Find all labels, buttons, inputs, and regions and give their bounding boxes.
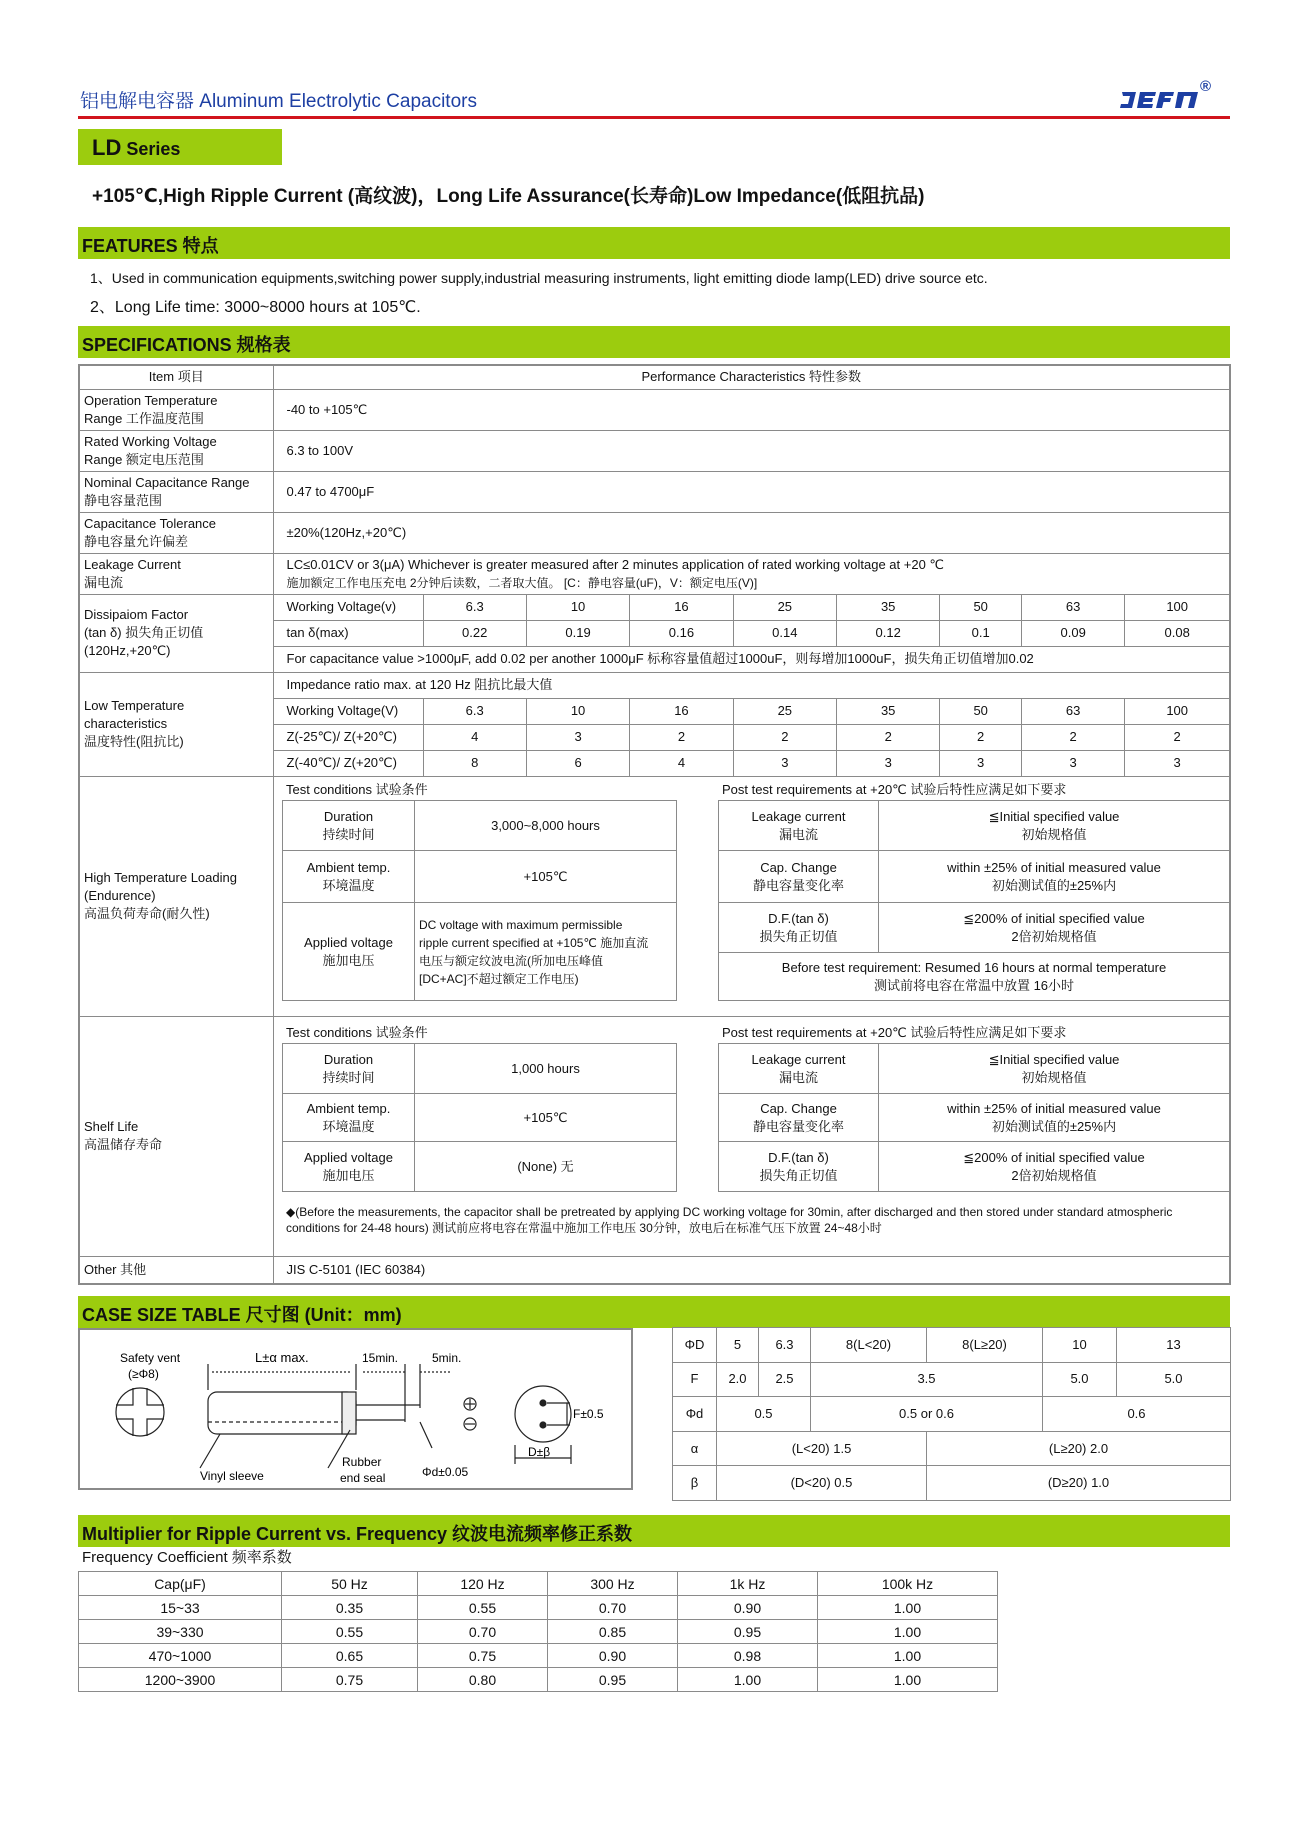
series-name: LD (92, 135, 122, 160)
other-value: JIS C-5101 (IEC 60384) (273, 1256, 1230, 1284)
leakage-line-2: 施加额定工作电压充电 2分钟后读数，二者取大值。 [C：静电容量(uF)，V：额定电压(V)] (286, 575, 758, 590)
post-key: Cap. Change 静电容量变化率 (719, 1094, 879, 1142)
z25-value: 4 (423, 724, 526, 750)
ripple-row (79, 1644, 998, 1668)
ripple-value: 0.65 (282, 1644, 418, 1668)
spec-item (79, 1016, 273, 1256)
ripple-value: 1.00 (678, 1668, 818, 1692)
ripple-value: 0.98 (678, 1644, 818, 1668)
case-size-table (672, 1327, 1231, 1501)
phid-row (673, 1397, 1231, 1432)
spec-item-cn: 温度特性(阻抗比) (84, 734, 184, 749)
spec-item-en: Capacitance Tolerance (84, 515, 217, 531)
before-test-note: Before test requirement: Resumed 16 hours at normal temperature 测试前将电容在常温中放置 16小时 (719, 953, 1230, 1001)
safety-vent-note: (≥Φ8) (128, 1367, 159, 1381)
spec-value: ±20%(120Hz,+20℃) (273, 512, 1230, 553)
spec-item (79, 776, 273, 1016)
spec-item-en: Rated Working Voltage (84, 433, 217, 449)
spec-item-en2: (Endurence) (84, 888, 156, 903)
post-value: ≦Initial specified value 初始规格值 (879, 801, 1230, 851)
ripple-value: 1.00 (818, 1668, 998, 1692)
lowtemp-note: Impedance ratio max. at 120 Hz 阻抗比最大值 (273, 672, 1230, 698)
shelf-cond-title: Test conditions 试验条件 (286, 1025, 428, 1040)
ripple-value: 0.85 (548, 1620, 678, 1644)
other-row (79, 1256, 1230, 1284)
ripple-value: 0.55 (418, 1596, 548, 1620)
ripple-row (79, 1668, 998, 1692)
series-banner (78, 129, 282, 165)
z40-value: 3 (733, 750, 836, 776)
lowtemp-voltage: 50 (940, 698, 1022, 724)
post-value: ≦200% of initial specified value 2倍初始规格值 (879, 903, 1230, 953)
min5-label: 5min. (432, 1351, 462, 1365)
capacitor-dimension-diagram (80, 1330, 631, 1488)
ripple-cap: 1200~3900 (79, 1668, 282, 1692)
beta-value: (D<20) 0.5 (717, 1466, 927, 1501)
spec-row (79, 471, 1230, 512)
cond-value: DC voltage with maximum permissible ripple current specified at +105℃ 施加直流 电压与额定纹波电流(所加电压峰值 [DC+AC]不超过额定工作电压) (415, 903, 677, 1001)
F-value: 3.5 (811, 1362, 1043, 1397)
F-row (673, 1362, 1231, 1397)
spec-item-cn: 高温负荷寿命(耐久性) (84, 906, 210, 921)
ripple-header: 120 Hz (418, 1572, 548, 1596)
F-value: 2.5 (759, 1362, 811, 1397)
cond-value: 1,000 hours (415, 1044, 677, 1094)
z25-value: 2 (1125, 724, 1230, 750)
F-value: 5.0 (1043, 1362, 1117, 1397)
note-line: conditions for 24-48 hours) 测试前应将电容在常温中施加工作电压 30分钟，放电后在标准气压下放置 24~48小时 (286, 1221, 882, 1235)
pitch-label: F±0.5 (573, 1407, 604, 1421)
registered-mark: ® (1200, 78, 1212, 95)
ripple-header: Cap(μF) (79, 1572, 282, 1596)
endurance-conditions-table (282, 800, 677, 1001)
z25-value: 2 (1021, 724, 1124, 750)
ripple-value: 0.75 (418, 1644, 548, 1668)
note-line: ◆(Before the measurements, the capacitor shall be pretreated by applying DC working voltage for 30min, after discharged and then stored under standard atmospheric (286, 1205, 1173, 1219)
ripple-value: 0.90 (548, 1644, 678, 1668)
case-size-heading: CASE SIZE TABLE 尺寸图 (Unit：mm) (78, 1296, 1230, 1328)
beta-row (673, 1466, 1231, 1501)
spec-item-en: Nominal Capacitance Range (84, 474, 250, 490)
lowtemp-voltage: 100 (1125, 698, 1230, 724)
F-value: 2.0 (717, 1362, 759, 1397)
ripple-value: 0.55 (282, 1620, 418, 1644)
df-tan-label: tan δ(max) (273, 620, 423, 646)
post-key: D.F.(tan δ) 损失角正切值 (719, 903, 879, 953)
feature-item-2: 2、Long Life time: 3000~8000 hours at 105℃. (90, 299, 421, 316)
feature-item-1: 1、Used in communication equipments,switching power supply,industrial measuring instruments, light emitting diode lamp(LED) drive source etc. (90, 270, 988, 286)
spec-item-cn: 漏电流 (84, 574, 124, 590)
spec-item-en: Dissipaiom Factor (84, 607, 189, 622)
df-tan: 0.14 (733, 620, 836, 646)
specifications-heading: SPECIFICATIONS 规格表 (78, 326, 1230, 358)
spec-item-en: Leakage Current (84, 556, 181, 572)
phid-value: 0.5 (717, 1397, 811, 1432)
frequency-coefficient-label: Frequency Coefficient 频率系数 (82, 1549, 292, 1566)
ripple-cap: 39~330 (79, 1620, 282, 1644)
alpha-value: (L≥20) 2.0 (927, 1431, 1231, 1466)
spec-item-en: Operation Temperature (84, 392, 218, 408)
beta-value: (D≥20) 1.0 (927, 1466, 1231, 1501)
ripple-multiplier-table (78, 1571, 998, 1692)
ripple-header: 50 Hz (282, 1572, 418, 1596)
ripple-header-row (79, 1572, 998, 1596)
post-key: Leakage current 漏电流 (719, 1044, 879, 1094)
df-tan: 0.19 (526, 620, 629, 646)
df-tan: 0.1 (940, 620, 1022, 646)
spec-row-leakage (79, 553, 1230, 594)
lead-diameter-label: Φd±0.05 (422, 1465, 469, 1479)
alpha-value: (L<20) 1.5 (717, 1431, 927, 1466)
length-label: L±α max. (255, 1350, 309, 1365)
cond-key: Applied voltage 施加电压 (283, 1142, 415, 1192)
pretreatment-note (286, 1205, 1226, 1236)
spec-item-cond: (120Hz,+20℃) (84, 643, 171, 658)
endurance-requirements-table (718, 800, 1230, 1001)
cond-key: Ambient temp. 环境温度 (283, 851, 415, 903)
ripple-value: 0.90 (678, 1596, 818, 1620)
cond-key: Ambient temp. 环境温度 (283, 1094, 415, 1142)
z40-value: 4 (630, 750, 733, 776)
spec-item-header: Item 项目 (79, 365, 273, 389)
post-value: within ±25% of initial measured value 初始测试值的±25%内 (879, 1094, 1230, 1142)
z25-value: 2 (733, 724, 836, 750)
lowtemp-voltage-label: Working Voltage(V) (273, 698, 423, 724)
spec-performance-header: Performance Characteristics 特性参数 (273, 365, 1230, 389)
F-label: F (673, 1362, 717, 1397)
cond-value: +105℃ (415, 1094, 677, 1142)
cond-value: +105℃ (415, 851, 677, 903)
post-value: ≦200% of initial specified value 2倍初始规格值 (879, 1142, 1230, 1192)
phiD-value: 6.3 (759, 1328, 811, 1363)
lowtemp-voltage: 63 (1021, 698, 1124, 724)
lowtemp-voltage: 35 (837, 698, 940, 724)
df-voltage: 6.3 (423, 594, 526, 620)
ripple-cap: 15~33 (79, 1596, 282, 1620)
df-tan: 0.16 (630, 620, 733, 646)
z25-label: Z(-25℃)/ Z(+20℃) (273, 724, 423, 750)
spec-row (79, 512, 1230, 553)
df-voltage-row (79, 594, 1230, 620)
spec-item-cn: 静电容量允许偏差 (84, 533, 189, 549)
phiD-value: 10 (1043, 1328, 1117, 1363)
df-voltage: 50 (940, 594, 1022, 620)
leakage-value (273, 553, 1230, 594)
ripple-value: 0.80 (418, 1668, 548, 1692)
ripple-header: 100k Hz (818, 1572, 998, 1596)
post-value: ≦Initial specified value 初始规格值 (879, 1044, 1230, 1094)
z40-value: 3 (1125, 750, 1230, 776)
header-divider (78, 116, 1230, 119)
spec-row (79, 389, 1230, 430)
df-tan: 0.08 (1125, 620, 1230, 646)
rubber-label: Rubber (342, 1455, 382, 1469)
phid-label: Φd (673, 1397, 717, 1432)
z40-value: 6 (526, 750, 629, 776)
spec-item (79, 594, 273, 672)
phiD-value: 13 (1117, 1328, 1231, 1363)
spec-item (79, 471, 273, 512)
ripple-header: 1k Hz (678, 1572, 818, 1596)
spec-item-cn: Range 额定电压范围 (84, 451, 204, 467)
alpha-row (673, 1431, 1231, 1466)
end-seal-label: end seal (340, 1471, 386, 1485)
ripple-value: 0.95 (548, 1668, 678, 1692)
lowtemp-voltage: 10 (526, 698, 629, 724)
spec-item (79, 430, 273, 471)
phid-value: 0.5 or 0.6 (811, 1397, 1043, 1432)
phiD-row (673, 1328, 1231, 1363)
diameter-label: D±β (528, 1445, 551, 1459)
post-key: D.F.(tan δ) 损失角正切值 (719, 1142, 879, 1192)
cond-value: (None) 无 (415, 1142, 677, 1192)
df-voltage: 35 (837, 594, 940, 620)
ripple-value: 1.00 (818, 1644, 998, 1668)
beta-label: β (673, 1466, 717, 1501)
shelf-post-title: Post test requirements at +20℃ 试验后特性应满足如下要求 (722, 1025, 1067, 1040)
ripple-header: 300 Hz (548, 1572, 678, 1596)
endurance-post-title: Post test requirements at +20℃ 试验后特性应满足如下要求 (722, 782, 1067, 797)
F-value: 5.0 (1117, 1362, 1231, 1397)
spec-item-cn: (tan δ) 损失角正切值 (84, 625, 204, 640)
spec-item-en: Low Temperature (84, 698, 185, 713)
df-voltage: 10 (526, 594, 629, 620)
lowtemp-voltage: 25 (733, 698, 836, 724)
post-value: within ±25% of initial measured value 初始测试值的±25%内 (879, 851, 1230, 903)
df-tan: 0.22 (423, 620, 526, 646)
post-key: Leakage current 漏电流 (719, 801, 879, 851)
safety-vent-label: Safety vent (120, 1351, 181, 1365)
ripple-row (79, 1596, 998, 1620)
lowtemp-note-row (79, 672, 1230, 698)
cond-key: Applied voltage 施加电压 (283, 903, 415, 1001)
ripple-row (79, 1620, 998, 1644)
ripple-value: 0.70 (548, 1596, 678, 1620)
z40-label: Z(-40℃)/ Z(+20℃) (273, 750, 423, 776)
lowtemp-voltage: 16 (630, 698, 733, 724)
shelf-conditions-table (282, 1043, 677, 1192)
spec-item-cn: 静电容量范围 (84, 492, 163, 508)
document-header-title: 铝电解电容器 Aluminum Electrolytic Capacitors (80, 91, 477, 112)
df-voltage: 16 (630, 594, 733, 620)
ripple-value: 0.95 (678, 1620, 818, 1644)
lowtemp-voltage: 6.3 (423, 698, 526, 724)
ripple-value: 0.75 (282, 1668, 418, 1692)
spec-item-en2: characteristics (84, 716, 168, 731)
z25-value: 2 (940, 724, 1022, 750)
spec-row (79, 430, 1230, 471)
phiD-value: 5 (717, 1328, 759, 1363)
spec-item-en: High Temperature Loading (84, 870, 237, 885)
cond-key: Duration 持续时间 (283, 801, 415, 851)
post-key: Cap. Change 静电容量变化率 (719, 851, 879, 903)
alpha-label: α (673, 1431, 717, 1466)
phiD-value: 8(L<20) (811, 1328, 927, 1363)
ripple-value: 0.35 (282, 1596, 418, 1620)
spec-item-cn: Range 工作温度范围 (84, 410, 204, 426)
other-label: Other 其他 (79, 1256, 273, 1284)
ripple-cap: 470~1000 (79, 1644, 282, 1668)
spec-value: 6.3 to 100V (273, 430, 1230, 471)
df-tan: 0.09 (1021, 620, 1124, 646)
shelf-requirements-table (718, 1043, 1230, 1192)
spec-item (79, 672, 273, 776)
cond-key: Duration 持续时间 (283, 1044, 415, 1094)
ripple-value: 1.00 (818, 1620, 998, 1644)
ripple-value: 0.70 (418, 1620, 548, 1644)
z40-value: 3 (940, 750, 1022, 776)
z25-value: 2 (630, 724, 733, 750)
spec-item-cn: 高温储存寿命 (84, 1137, 163, 1152)
vinyl-sleeve-label: Vinyl sleeve (200, 1469, 264, 1483)
df-voltage-label: Working Voltage(v) (273, 594, 423, 620)
spec-value: -40 to +105℃ (273, 389, 1230, 430)
phid-value: 0.6 (1043, 1397, 1231, 1432)
leakage-line-1: LC≤0.01CV or 3(μA) Whichever is greater measured after 2 minutes application of rated working voltage at +20 ℃ (286, 556, 945, 572)
features-heading: FEATURES 特点 (78, 227, 1230, 259)
series-subtitle: +105℃,High Ripple Current (高纹波)，Long Life Assurance(长寿命)Low Impedance(低阻抗品) (92, 186, 925, 207)
z25-value: 3 (526, 724, 629, 750)
jefan-logo (1118, 88, 1200, 114)
phiD-label: ΦD (673, 1328, 717, 1363)
min15-label: 15min. (362, 1351, 399, 1365)
cond-value: 3,000~8,000 hours (415, 801, 677, 851)
z25-value: 2 (837, 724, 940, 750)
df-voltage: 25 (733, 594, 836, 620)
ripple-value: 1.00 (818, 1596, 998, 1620)
df-tan: 0.12 (837, 620, 940, 646)
df-note: For capacitance value >1000μF, add 0.02 per another 1000μF 标称容量值超过1000uF，则每增加1000uF，损失角正切值增加0.02 (273, 646, 1230, 672)
z40-value: 8 (423, 750, 526, 776)
spec-item-en: Shelf Life (84, 1119, 139, 1134)
spec-item (79, 553, 273, 594)
phiD-value: 8(L≥20) (927, 1328, 1043, 1363)
z40-value: 3 (1021, 750, 1124, 776)
spec-item (79, 512, 273, 553)
df-voltage: 63 (1021, 594, 1124, 620)
series-suffix: Series (121, 139, 181, 159)
case-dimension-drawing (78, 1328, 633, 1490)
spec-header-row (79, 365, 1230, 389)
df-voltage: 100 (1125, 594, 1230, 620)
z40-value: 3 (837, 750, 940, 776)
spec-value: 0.47 to 4700μF (273, 471, 1230, 512)
spec-item (79, 389, 273, 430)
ripple-heading: Multiplier for Ripple Current vs. Frequency 纹波电流频率修正系数 (78, 1515, 1230, 1547)
endurance-cond-title: Test conditions 试验条件 (286, 782, 428, 797)
